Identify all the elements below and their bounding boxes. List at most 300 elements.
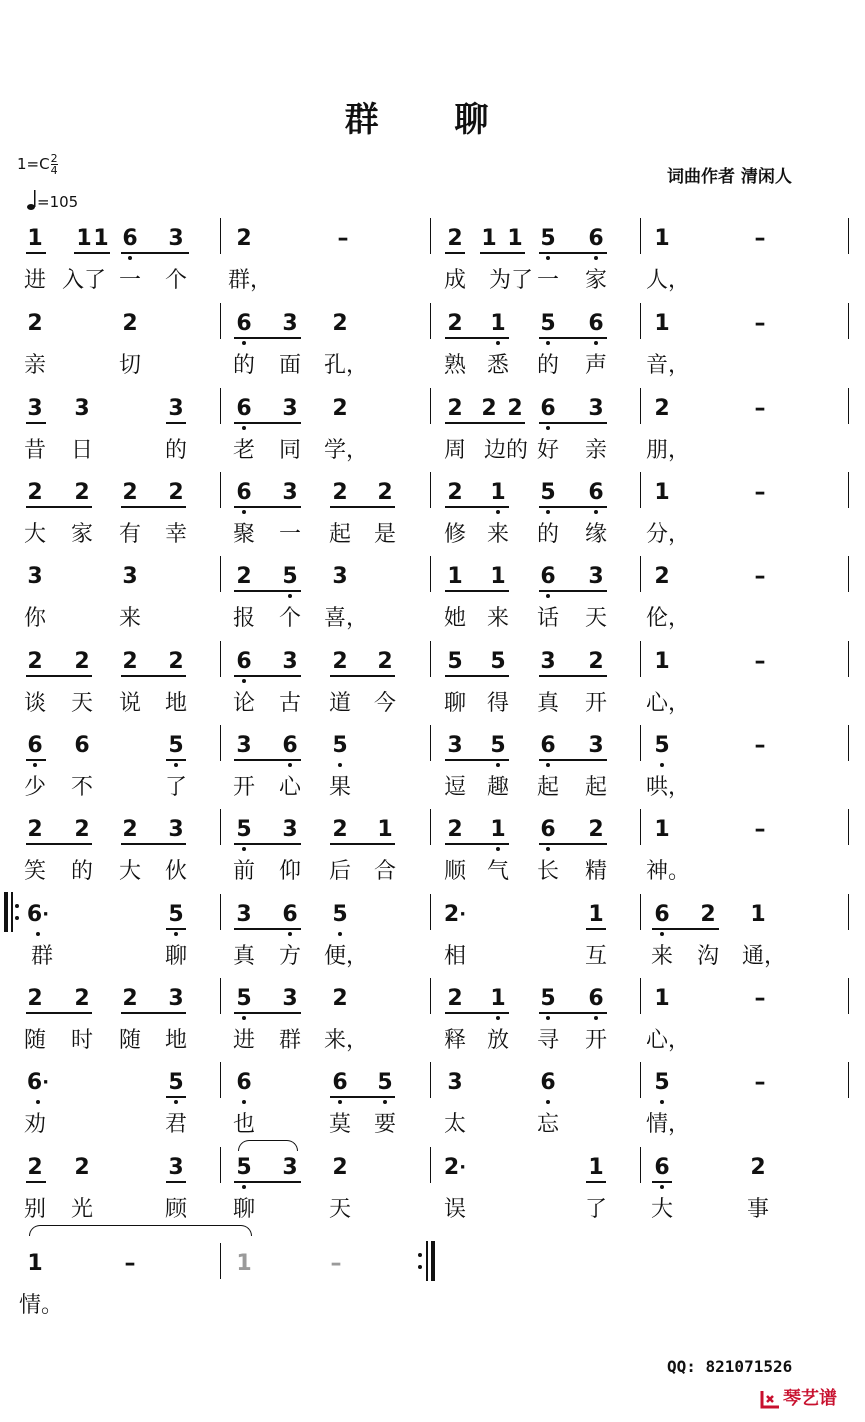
augmentation-dot: · (459, 1157, 467, 1178)
lyric: 也 (232, 1112, 255, 1137)
note: – (754, 733, 766, 758)
lyric: 笑 (23, 859, 46, 884)
lyric: 放 (486, 1028, 509, 1053)
beam-underline (330, 506, 395, 508)
lyric: 地 (164, 691, 187, 716)
lyric: 事 (746, 1197, 769, 1222)
note: 5 (161, 902, 191, 928)
note: 6 (325, 1070, 355, 1096)
lyric: 相 (443, 944, 466, 969)
note: 3 (27, 396, 43, 421)
lyric: 来 (118, 606, 141, 631)
lyric: 心， (646, 691, 691, 716)
lyric: 劝 (23, 1112, 46, 1137)
note: 2 (588, 817, 604, 842)
barline (220, 1147, 221, 1183)
note: 5 (229, 817, 259, 843)
lyric: 得 (486, 691, 509, 716)
beam-underline (445, 337, 509, 339)
lyric: 来 (486, 606, 509, 631)
lyric: 逗 (443, 775, 466, 800)
note: 2 (447, 226, 463, 251)
note: – (124, 1251, 136, 1276)
barline (640, 894, 641, 930)
lyric: 她 (443, 606, 466, 631)
note: 2 (27, 817, 43, 842)
score-line (0, 649, 865, 729)
score-line (0, 396, 865, 476)
barline (640, 1147, 641, 1183)
beam-underline (121, 1012, 186, 1014)
barline (848, 1062, 849, 1098)
note: 3 (122, 564, 138, 589)
repeat-end-sign (426, 1241, 440, 1281)
note: 2 (27, 649, 43, 674)
beam-underline (445, 759, 509, 761)
note: 6 (115, 226, 145, 252)
note: 1 (507, 226, 523, 251)
note: 3 (74, 396, 90, 421)
note: 3 (168, 986, 184, 1011)
score-line (0, 480, 865, 560)
note: 3 (168, 226, 184, 251)
note: 1 (93, 226, 109, 251)
time-top: 2 (50, 152, 58, 165)
barline (430, 894, 431, 930)
lyric: 开 (584, 1028, 607, 1053)
lyric: 的 (70, 859, 93, 884)
score-line (0, 986, 865, 1066)
beam-underline (445, 252, 465, 254)
lyric: 随 (118, 1028, 141, 1053)
barline (430, 218, 431, 254)
beam-underline (166, 422, 186, 424)
beam-underline (234, 759, 301, 761)
note: 3 (540, 649, 556, 674)
lyric: 来， (324, 1028, 369, 1053)
beam-underline (539, 422, 607, 424)
lyric: 的 (536, 522, 559, 547)
lyric: 古 (278, 691, 301, 716)
barline (848, 303, 849, 339)
barline (220, 218, 221, 254)
lyric: 合 (373, 859, 396, 884)
barline (220, 472, 221, 508)
note: 1 (483, 986, 513, 1012)
beam-underline (652, 928, 719, 930)
barline (848, 388, 849, 424)
lyric: 心 (278, 775, 301, 800)
note: 6 (20, 733, 50, 759)
lyric: 顾 (164, 1197, 187, 1222)
note: 3 (282, 1155, 298, 1180)
lyric: 长 (536, 859, 559, 884)
beam-underline (26, 759, 46, 761)
note: 2 (74, 649, 90, 674)
lyric: 伦， (646, 606, 691, 631)
lyric: 心， (646, 1028, 691, 1053)
beam-underline (166, 759, 186, 761)
lyric: 熟 (443, 353, 466, 378)
note: 1 (76, 226, 92, 251)
score-line (0, 817, 865, 897)
note: – (754, 817, 766, 842)
note: 3 (282, 817, 298, 842)
lyric: 有 (118, 522, 141, 547)
barline (640, 978, 641, 1014)
barline (220, 1243, 221, 1279)
note: – (754, 396, 766, 421)
lyric: 老 (232, 438, 255, 463)
barline (430, 388, 431, 424)
time-bottom: 4 (50, 164, 58, 177)
beam-underline (539, 843, 607, 845)
note: 2 (122, 311, 138, 336)
barline (640, 725, 641, 761)
beam-underline (445, 590, 509, 592)
note: 3 (236, 733, 252, 758)
note: 3 (236, 902, 252, 927)
beam-underline (586, 1181, 606, 1183)
note: 3 (27, 564, 43, 589)
lyric: 聚 (232, 522, 255, 547)
lyric: 群， (228, 268, 273, 293)
note: 3 (282, 649, 298, 674)
lyric: 天 (584, 606, 607, 631)
note: 3 (282, 311, 298, 336)
score-line (0, 564, 865, 644)
beam-underline (445, 675, 509, 677)
note: 3 (588, 396, 604, 421)
lyric: 互 (584, 944, 607, 969)
barline (220, 388, 221, 424)
logo-icon (759, 1387, 783, 1411)
lyric: 道 (328, 691, 351, 716)
note: 1 (654, 986, 670, 1011)
note: 6 (533, 733, 563, 759)
lyric: 成 (443, 268, 466, 293)
barline (430, 809, 431, 845)
note: 1 (27, 226, 43, 251)
slur-tie (238, 1140, 298, 1151)
note: 6 (533, 817, 563, 843)
lyric: 大 (650, 1197, 673, 1222)
barline (640, 388, 641, 424)
note: – (754, 226, 766, 251)
note: 2 (332, 1155, 348, 1180)
beam-underline (234, 928, 301, 930)
site-logo (759, 1384, 837, 1411)
lyric: 的 (232, 353, 255, 378)
lyric: 顺 (443, 859, 466, 884)
note: 6 (74, 733, 90, 758)
lyric: 起 (328, 522, 351, 547)
lyric: 聊 (443, 691, 466, 716)
note: 5 (647, 1070, 677, 1096)
barline (220, 303, 221, 339)
barline (640, 809, 641, 845)
lyric: 来 (486, 522, 509, 547)
note: 2 (332, 311, 348, 336)
lyric: 进 (232, 1028, 255, 1053)
note: 1 (377, 817, 393, 842)
lyric: 边的 (484, 438, 529, 463)
note: 6· (23, 1070, 53, 1096)
note: 2 (122, 649, 138, 674)
lyric: 个 (164, 268, 187, 293)
lyric: 太 (443, 1112, 466, 1137)
note: 2 (74, 1155, 90, 1180)
lyric: 君 (164, 1112, 187, 1137)
note: 6 (647, 902, 677, 928)
beam-underline (539, 252, 607, 254)
lyric: 哄， (646, 775, 691, 800)
beam-underline (26, 1181, 46, 1183)
lyric: 入了 (62, 268, 107, 293)
time-signature (51, 153, 58, 176)
barline (848, 218, 849, 254)
barline (220, 894, 221, 930)
note: 1 (588, 902, 604, 927)
lyric: 好 (536, 438, 559, 463)
barline (220, 556, 221, 592)
beam-underline (445, 843, 509, 845)
lyric: 亲 (584, 438, 607, 463)
lyric: 论 (232, 691, 255, 716)
barline (848, 725, 849, 761)
score-line (0, 311, 865, 391)
barline (640, 556, 641, 592)
note: 2 (332, 986, 348, 1011)
beam-underline (234, 337, 301, 339)
barline (848, 641, 849, 677)
lyric: 前 (232, 859, 255, 884)
lyric: 聊 (164, 944, 187, 969)
note: 3 (168, 396, 184, 421)
beam-underline (234, 843, 301, 845)
note: 1 (27, 1251, 43, 1276)
lyric: 分， (646, 522, 691, 547)
score-line (0, 1251, 865, 1331)
lyric: 是 (373, 522, 396, 547)
beam-underline (26, 252, 46, 254)
note: 3 (282, 480, 298, 505)
note: 5 (533, 986, 563, 1012)
lyric: 大 (23, 522, 46, 547)
repeat-start-sign (4, 892, 18, 932)
lyric: 释 (443, 1028, 466, 1053)
beam-underline (121, 843, 186, 845)
lyric: 了 (164, 775, 187, 800)
lyric: 幸 (164, 522, 187, 547)
lyric: 天 (328, 1197, 351, 1222)
qq-contact: QQ: 821071526 (667, 1357, 793, 1376)
note: 1 (654, 649, 670, 674)
beam-underline (234, 422, 301, 424)
beam-underline (121, 506, 186, 508)
note: 1 (654, 311, 670, 336)
barline (430, 472, 431, 508)
lyric: 方 (278, 944, 301, 969)
note: 3 (282, 396, 298, 421)
note: 6 (229, 396, 259, 422)
note: 3 (168, 1155, 184, 1180)
lyric: 同 (278, 438, 301, 463)
note: 1 (481, 226, 497, 251)
barline (220, 725, 221, 761)
beam-underline (26, 675, 92, 677)
note: 2 (481, 396, 497, 421)
note: 2 (654, 564, 670, 589)
lyric: 群 (30, 944, 53, 969)
augmentation-dot: · (459, 904, 467, 925)
note: 2 (74, 480, 90, 505)
note: 5 (161, 733, 191, 759)
beam-underline (330, 1096, 395, 1098)
lyric: 亲 (23, 353, 46, 378)
note: 1 (750, 902, 766, 927)
lyric: 人， (646, 268, 691, 293)
note: 6 (229, 480, 259, 506)
lyric: 真 (232, 944, 255, 969)
lyric: 精 (584, 859, 607, 884)
note: 1 (654, 480, 670, 505)
key-label: 1=C (17, 155, 50, 173)
note: 2 (447, 396, 463, 421)
lyric: 气 (486, 859, 509, 884)
beam-underline (480, 252, 525, 254)
note: 2 (377, 480, 393, 505)
note: 2 (122, 480, 138, 505)
note: 2 (122, 986, 138, 1011)
barline (848, 472, 849, 508)
lyric: 群 (278, 1028, 301, 1053)
beam-underline (539, 759, 607, 761)
augmentation-dot: · (42, 1072, 50, 1093)
note: – (754, 1070, 766, 1095)
note: 2 (700, 902, 716, 927)
note: 3 (447, 733, 463, 758)
lyric: 日 (70, 438, 93, 463)
beam-underline (539, 590, 607, 592)
lyric: 地 (164, 1028, 187, 1053)
key-signature (17, 153, 58, 176)
beam-underline (330, 675, 395, 677)
lyric: 周 (443, 438, 466, 463)
note: 1 (483, 817, 513, 843)
lyric: 莫 (328, 1112, 351, 1137)
barline (848, 556, 849, 592)
barline (430, 556, 431, 592)
barline (640, 218, 641, 254)
score-line (0, 1070, 865, 1150)
lyric: 喜， (324, 606, 369, 631)
beam-underline (330, 843, 395, 845)
barline (220, 809, 221, 845)
beam-underline (445, 506, 509, 508)
beam-underline (539, 675, 607, 677)
note: 2 (27, 1155, 43, 1180)
note: – (754, 986, 766, 1011)
lyric: 时 (70, 1028, 93, 1053)
note: 5 (483, 733, 513, 759)
note: 6 (229, 649, 259, 675)
lyric: 不 (70, 775, 93, 800)
lyric: 后 (328, 859, 351, 884)
lyric: 面 (278, 353, 301, 378)
lyric: 声 (584, 353, 607, 378)
note: 5 (229, 1155, 259, 1181)
beam-underline (166, 1181, 186, 1183)
quarter-note-icon (27, 189, 37, 211)
note: 2 (332, 817, 348, 842)
note: 2 (122, 817, 138, 842)
barline (848, 894, 849, 930)
beam-underline (121, 252, 189, 254)
note: 5 (370, 1070, 400, 1096)
note: 6 (275, 733, 305, 759)
lyric: 音， (646, 353, 691, 378)
note: 6 (229, 1070, 259, 1096)
note: 1 (588, 1155, 604, 1180)
lyric: 仰 (278, 859, 301, 884)
barline (430, 978, 431, 1014)
note: 5 (533, 480, 563, 506)
note: 6 (533, 396, 563, 422)
beam-underline (234, 1012, 301, 1014)
lyric: 光 (70, 1197, 93, 1222)
note: 2 (332, 480, 348, 505)
note: 5 (275, 564, 305, 590)
note: 3 (588, 564, 604, 589)
lyric: 真 (536, 691, 559, 716)
lyric: 悉 (486, 353, 509, 378)
lyric: 家 (70, 522, 93, 547)
note: 6 (581, 226, 611, 252)
logo-text: 琴艺谱 (783, 1388, 837, 1409)
note: 2 (168, 649, 184, 674)
note: 2 (447, 311, 463, 336)
note: 2 (588, 649, 604, 674)
score-line (0, 226, 865, 306)
lyric: 情。 (19, 1293, 64, 1318)
lyric: 切 (118, 353, 141, 378)
lyric: 话 (536, 606, 559, 631)
note: 2 (27, 311, 43, 336)
note: 1 (447, 564, 463, 589)
note: 5 (447, 649, 463, 674)
beam-underline (445, 1012, 509, 1014)
lyric: 家 (584, 268, 607, 293)
tempo-value: =105 (37, 193, 79, 211)
note: 2 (447, 480, 463, 505)
note: 6 (647, 1155, 677, 1181)
note: 5 (490, 649, 506, 674)
note: 2· (443, 1155, 467, 1180)
lyric: 谈 (23, 691, 46, 716)
note: 2 (750, 1155, 766, 1180)
lyric: 开 (584, 691, 607, 716)
beam-underline (539, 1012, 607, 1014)
beam-underline (539, 337, 607, 339)
note: – (337, 226, 349, 251)
note: 6· (23, 902, 53, 928)
lyric: 少 (23, 775, 46, 800)
note: 6 (275, 902, 305, 928)
lyric: 一 (536, 268, 559, 293)
beam-underline (26, 422, 46, 424)
lyric: 了 (584, 1197, 607, 1222)
